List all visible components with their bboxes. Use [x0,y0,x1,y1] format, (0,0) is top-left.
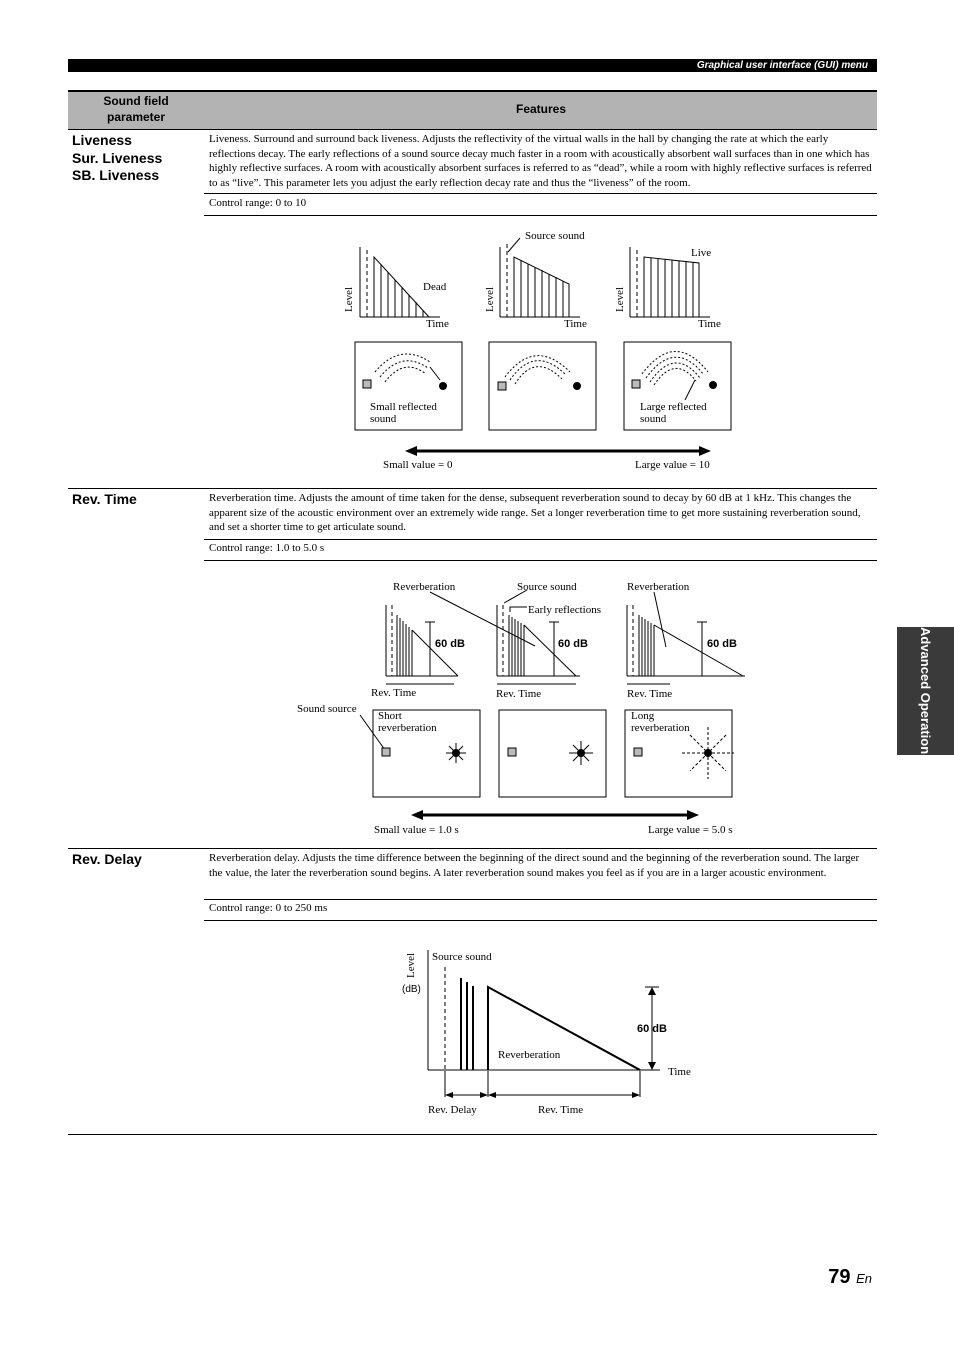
db60-label: 60 dB [558,638,588,650]
db60-label: 60 dB [637,1023,667,1035]
level-label: Level [484,286,496,312]
section-title: Graphical user interface (GUI) menu [696,60,868,71]
param-name: Sur. Liveness [72,149,163,166]
reverberation-label: Reverberation [393,581,456,593]
rev-time-label: Rev. Time [496,688,542,700]
source-sound-label: Source sound [517,581,577,593]
divider [68,848,877,849]
dead-label: Dead [423,281,447,293]
live-label: Live [691,247,712,259]
rev-time-diagram [290,575,760,840]
room-source [489,342,596,430]
large-value-label: Large value = 5.0 s [648,824,733,836]
large-reflected-label: sound [640,413,667,425]
time-label: Time [668,1066,691,1078]
liveness-diagram [330,222,750,477]
divider [204,899,877,900]
room-small-reflection [355,342,462,430]
small-reflected-label: sound [370,413,397,425]
db-unit-label: (dB) [402,984,421,995]
param-liveness [72,132,162,185]
large-value-label: Large value = 10 [635,459,710,471]
early-reflections-label: Early reflections [528,604,601,616]
divider [68,1134,877,1135]
rev-time-description: Reverberation time. Adjusts the amount of time taken for the dense, subsequent reverberation sound to decay by 60 dB at 1 kHz. This changes the apparent size of the acoustic environment over an extremely wide range. Set a longer reverberation time to get more sustaining reverberation sound, and set a shorter time to get articulate sound. [209,492,861,533]
divider [204,215,877,216]
rev-delay-description: Reverberation delay. Adjusts the time difference between the beginning of the direct sound and the beginning of the reverberation sound. The larger the value, the later the reverberation sound begins. A later reverberation sound makes you feel as if you are in a larger acoustic environment. [209,852,860,879]
room-large-reflection [624,342,731,430]
sound-source-label: Sound source [297,703,357,715]
divider [204,560,877,561]
db60-label: 60 dB [435,638,465,650]
large-reflected-label: Large reflected [640,401,707,413]
column-header-features: Features [515,102,567,116]
param-name: SB. Liveness [72,167,160,183]
source-sound-label: Source sound [432,951,492,963]
level-label: Level [343,286,355,312]
divider [204,193,877,194]
short-label: reverberation [378,722,437,734]
time-label: Time [698,318,721,330]
column-header-parameter: Sound field parameter [103,94,169,124]
value-range-arrow [411,810,699,820]
time-label: Time [564,318,587,330]
liveness-range: Control range: 0 to 10 [209,197,307,209]
divider [68,488,877,489]
param-name: Rev. Delay [72,851,142,867]
long-label: reverberation [631,722,690,734]
room-source-reverb [499,710,606,797]
short-rev-graph [371,605,465,699]
rev-time-label: Rev. Time [538,1104,584,1116]
rev-delay-range: Control range: 0 to 250 ms [209,902,328,914]
rev-delay-label: Rev. Delay [428,1104,477,1116]
source-decay-graph [484,230,587,330]
param-rev-delay [72,851,142,869]
divider [204,920,877,921]
page-number-value: 79 [828,1266,851,1288]
long-label: Long [631,710,655,722]
room-short-reverb [373,710,480,797]
small-value-label: Small value = 1.0 s [374,824,459,836]
liveness-description: Liveness. Surround and surround back liveness. Adjusts the reflectivity of the virtual walls in the hall by changing the rate at which the early reflections decay. The early reflections of a sound source decay much faster in a room with acoustically absorbent wall surfaces than in one which has highly reflective surfaces. A room with acoustically absorbent surfaces is referred to as “dead”, while a room with highly reflective surfaces is referred to as “live”. This parameter lets you adjust the early reflection decay rate and thus the “liveness” of the room. [209,133,872,189]
side-tab-label: Advanced Operation [918,627,933,755]
param-name: Rev. Time [72,491,137,507]
level-label: Level [405,952,417,978]
dead-decay-graph [343,247,449,330]
long-rev-graph [627,592,745,700]
room-long-reverb [625,710,734,797]
level-label: Level [614,286,626,312]
divider [204,539,877,540]
rev-time-label: Rev. Time [627,688,673,700]
live-decay-graph [614,247,721,330]
short-label: Short [378,710,402,722]
param-name: Liveness [72,132,132,148]
db60-label: 60 dB [707,638,737,650]
rev-delay-diagram [395,945,705,1120]
page-language: En [856,1271,872,1286]
small-value-label: Small value = 0 [383,459,453,471]
reverberation-label: Reverberation [627,581,690,593]
value-range-arrow [405,446,711,456]
source-sound-label: Source sound [525,230,585,242]
rev-time-label: Rev. Time [371,687,417,699]
page-number [828,1266,872,1289]
rev-time-range: Control range: 1.0 to 5.0 s [209,542,325,554]
time-label: Time [426,318,449,330]
param-rev-time [72,491,137,509]
small-reflected-label: Small reflected [370,401,437,413]
reverberation-label: Reverberation [498,1049,561,1061]
